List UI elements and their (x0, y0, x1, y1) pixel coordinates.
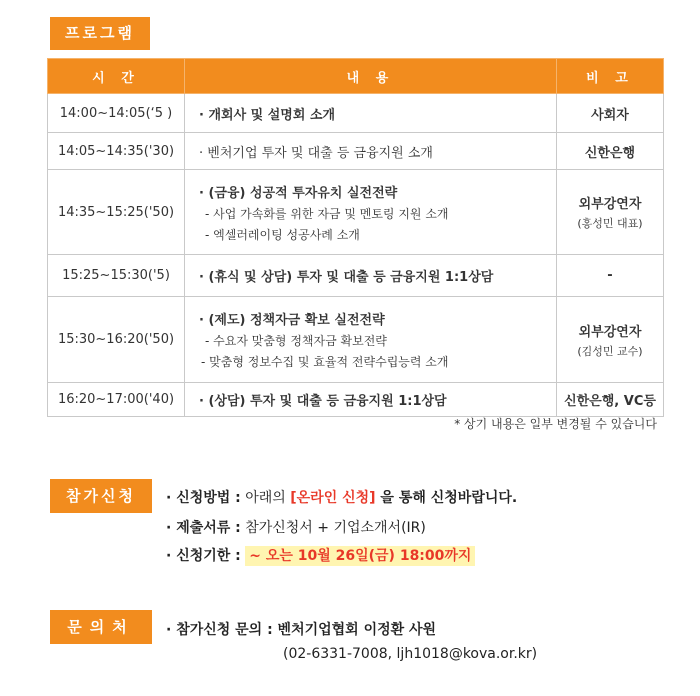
apply-deadline-value: ~ 오는 10월 26일(금) 18:00까지 (245, 546, 475, 566)
apply-deadline (166, 545, 475, 565)
row-time: 14:35~15:25('50) (48, 170, 185, 255)
row-sub: - 맞춤형 정보수집 및 효율적 전략수립능력 소개 (201, 355, 449, 369)
apply-docs (166, 517, 426, 537)
row-sub: - 엑셀러레이팅 성공사례 소개 (205, 227, 360, 242)
row-main: · 벤처기업 투자 및 대출 등 금융지원 소개 (199, 145, 433, 161)
row-content (185, 170, 557, 255)
row-sub: - 사업 가속화를 위한 자금 및 멘토링 지원 소개 (205, 206, 449, 221)
apply-docs-label: · 제출서류 : (166, 520, 241, 536)
apply-section-tag: 참가신청 (50, 479, 152, 513)
row-time: 14:00~14:05(‘5 ) (48, 94, 185, 133)
table-row (48, 133, 664, 170)
apply-method-pre: 아래의 (240, 490, 291, 506)
apply-method-post: 을 통해 신청바랍니다. (375, 490, 518, 506)
contact-details: (02-6331-7008, ljh1018@kova.or.kr) (283, 646, 538, 662)
header-note: 비 고 (557, 59, 664, 94)
row-time: 15:25~15:30('5) (48, 255, 185, 297)
row-time: 16:20~17:00('40) (48, 383, 185, 417)
row-content (185, 297, 557, 383)
row-main: · (상담) 투자 및 대출 등 금융지원 1:1상담 (199, 394, 447, 409)
table-header-row (48, 59, 664, 94)
program-section-tag: 프로그램 (50, 17, 150, 50)
apply-deadline-label: · 신청기한 : (166, 548, 241, 564)
row-note-sub: (홍성민 대표) (577, 217, 643, 230)
row-note (557, 297, 664, 383)
row-main: · (휴식 및 상담) 투자 및 대출 등 금융지원 1:1상담 (199, 270, 494, 285)
apply-method (166, 487, 517, 507)
schedule-table (47, 58, 664, 417)
header-time: 시 간 (48, 59, 185, 94)
table-row (48, 94, 664, 133)
row-note-main: 외부강연자 (578, 197, 642, 212)
header-content: 내 용 (185, 59, 557, 94)
apply-method-label: · 신청방법 : (166, 490, 241, 506)
table-row (48, 297, 664, 383)
row-content (185, 94, 557, 133)
row-note: 신한은행 (557, 133, 664, 170)
row-note (557, 170, 664, 255)
row-content (185, 133, 557, 170)
contact-section-tag: 문의처 (50, 610, 152, 644)
online-apply-link[interactable]: [온라인 신청] (290, 490, 376, 506)
row-time: 14:05~14:35('30) (48, 133, 185, 170)
table-row (48, 255, 664, 297)
row-main: · 개회사 및 설명회 소개 (199, 107, 336, 123)
row-main: · (제도) 정책자금 확보 실전전략 (199, 313, 385, 328)
row-time: 15:30~16:20('50) (48, 297, 185, 383)
row-note-sub: (김성민 교수) (577, 344, 643, 358)
table-row (48, 383, 664, 417)
row-note: 사회자 (557, 94, 664, 133)
row-note-main: 외부강연자 (578, 324, 642, 340)
table-row (48, 170, 664, 255)
apply-docs-value: 참가신청서 + 기업소개서(IR) (240, 520, 426, 536)
row-note: 신한은행, VC등 (557, 383, 664, 417)
row-main: · (금융) 성공적 투자유치 실전전략 (199, 185, 398, 201)
row-content (185, 255, 557, 297)
row-note: - (557, 255, 664, 297)
disclaimer-text: * 상기 내용은 일부 변경될 수 있습니다 (454, 417, 657, 431)
contact-line: · 참가신청 문의 : 벤처기업협회 이정환 사원 (166, 622, 437, 638)
row-content (185, 383, 557, 417)
row-sub: - 수요자 맞춤형 정책자금 확보전략 (205, 334, 387, 348)
